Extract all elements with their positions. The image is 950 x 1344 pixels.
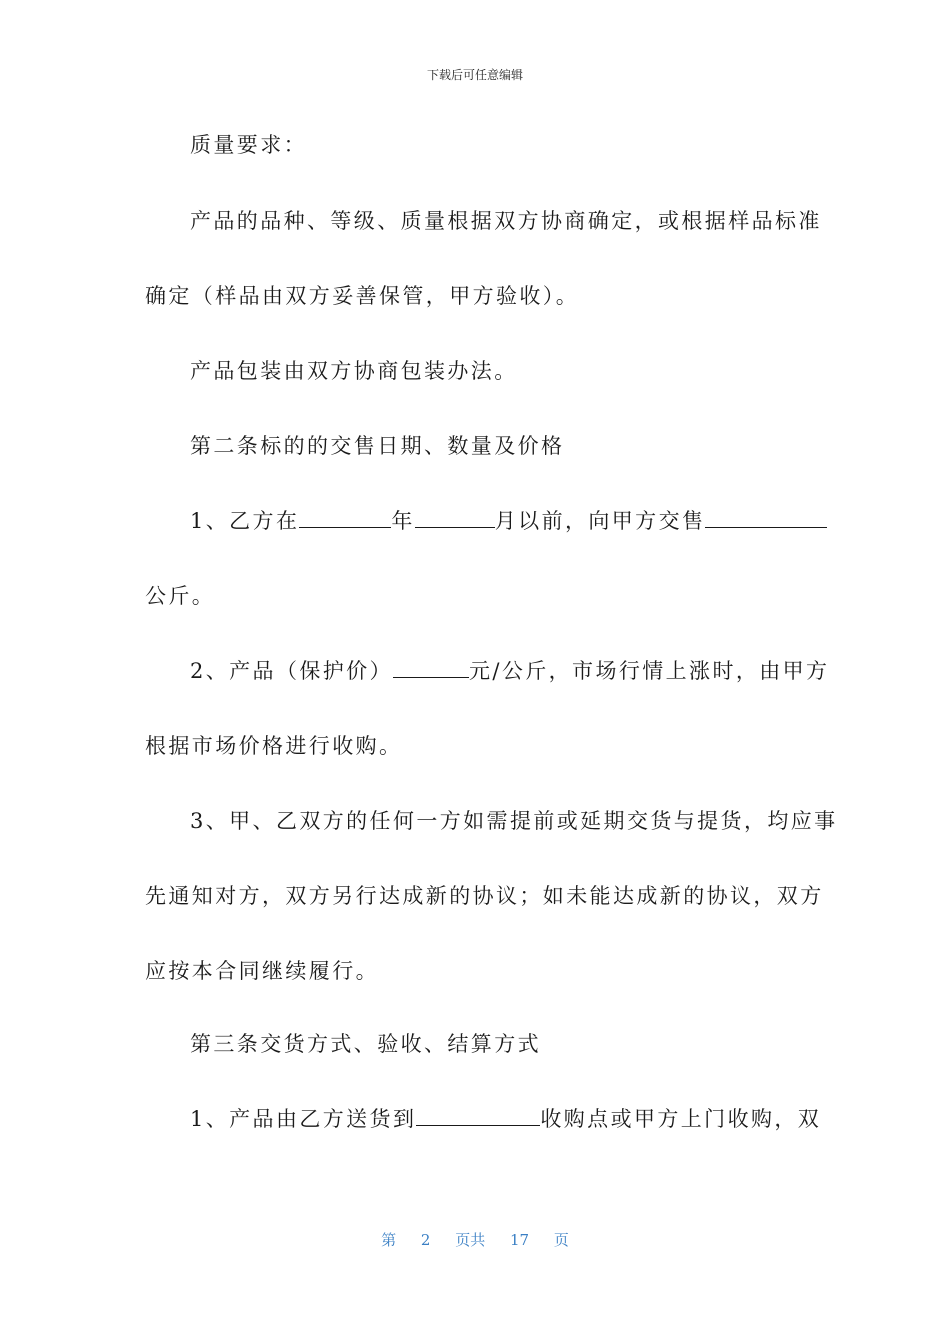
year-blank [299, 507, 391, 528]
clause-text: 元/公斤，市场行情上涨时，由甲方 [468, 659, 830, 683]
footer-total-pages: 17 [510, 1231, 530, 1249]
clause-2-2-line1 [190, 657, 829, 685]
footer-page-label: 第 [381, 1231, 397, 1249]
article-three-heading: 第三条交货方式、验收、结算方式 [190, 1032, 541, 1056]
quantity-blank [705, 507, 827, 528]
footer-page-of: 页共 [455, 1231, 486, 1249]
paragraph-quality-title: 质量要求： [190, 133, 307, 157]
clause-2-1-line2: 公斤。 [145, 584, 216, 608]
clause-text: 2、产品（保护价） [190, 659, 393, 683]
clause-2-2-line2: 根据市场价格进行收购。 [145, 734, 403, 758]
paragraph-quality-line1: 产品的品种、等级、质量根据双方协商确定，或根据样品标准 [190, 209, 822, 233]
footer-page-suffix: 页 [553, 1231, 569, 1249]
footer-page-number: 2 [420, 1231, 431, 1249]
clause-text: 1、乙方在 [190, 509, 300, 533]
page-footer [0, 1229, 950, 1250]
clause-text: 收购点或甲方上门收购，双 [540, 1107, 822, 1131]
page-header: 下载后可任意编辑 [426, 68, 523, 82]
article-two-heading: 第二条标的的交售日期、数量及价格 [190, 434, 565, 458]
clause-2-3-line1: 3、甲、乙双方的任何一方如需提前或延期交货与提货，均应事 [190, 809, 838, 833]
paragraph-packaging: 产品包装由双方协商包装办法。 [190, 359, 518, 383]
clause-3-1-line1 [190, 1105, 821, 1133]
clause-text: 1、产品由乙方送货到 [190, 1107, 417, 1131]
clause-2-1-line1 [190, 507, 827, 535]
paragraph-quality-line2: 确定（样品由双方妥善保管，甲方验收）。 [145, 284, 580, 308]
month-blank [415, 507, 495, 528]
price-blank [393, 657, 469, 678]
clause-text: 年 [391, 509, 415, 533]
location-blank [416, 1105, 540, 1126]
clause-2-3-line3: 应按本合同继续履行。 [145, 959, 379, 983]
clause-text: 月以前，向甲方交售 [494, 509, 706, 533]
clause-2-3-line2: 先通知对方，双方另行达成新的协议；如未能达成新的协议，双方 [145, 884, 824, 908]
